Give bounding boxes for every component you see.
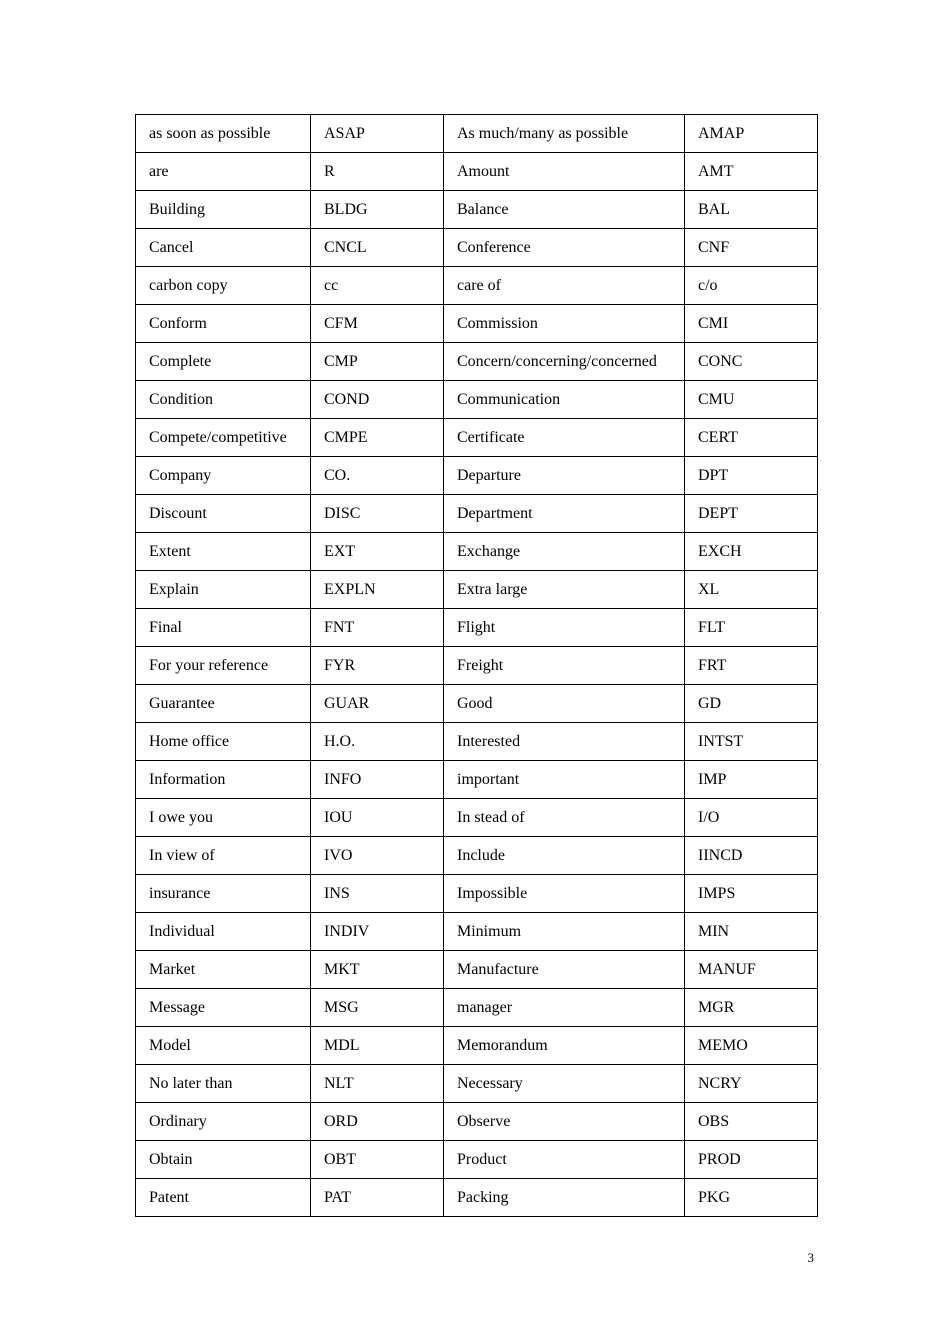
table-row	[136, 685, 818, 723]
term-cell: Cancel	[136, 229, 311, 267]
term-cell: Information	[136, 761, 311, 799]
term-cell: Flight	[444, 609, 685, 647]
abbreviation-cell: CO.	[311, 457, 444, 495]
term-cell: Guarantee	[136, 685, 311, 723]
abbreviation-cell: MDL	[311, 1027, 444, 1065]
term-cell: Product	[444, 1141, 685, 1179]
term-cell: as soon as possible	[136, 115, 311, 153]
term-cell: Memorandum	[444, 1027, 685, 1065]
abbreviation-cell: XL	[685, 571, 818, 609]
term-cell: In stead of	[444, 799, 685, 837]
abbreviation-cell: OBS	[685, 1103, 818, 1141]
abbreviation-cell: MKT	[311, 951, 444, 989]
term-cell: Message	[136, 989, 311, 1027]
abbreviation-cell: MIN	[685, 913, 818, 951]
table-row	[136, 989, 818, 1027]
abbreviation-cell: FLT	[685, 609, 818, 647]
term-cell: Extent	[136, 533, 311, 571]
table-row	[136, 1141, 818, 1179]
abbreviation-cell: INS	[311, 875, 444, 913]
abbreviation-cell: MANUF	[685, 951, 818, 989]
table-row	[136, 1103, 818, 1141]
term-cell: Departure	[444, 457, 685, 495]
abbreviation-cell: ASAP	[311, 115, 444, 153]
abbreviation-cell: BAL	[685, 191, 818, 229]
table-row	[136, 533, 818, 571]
table-row	[136, 419, 818, 457]
term-cell: manager	[444, 989, 685, 1027]
abbreviation-cell: NLT	[311, 1065, 444, 1103]
term-cell: Building	[136, 191, 311, 229]
term-cell: insurance	[136, 875, 311, 913]
abbreviation-cell: COND	[311, 381, 444, 419]
term-cell: Minimum	[444, 913, 685, 951]
abbreviation-cell: PROD	[685, 1141, 818, 1179]
abbreviation-cell: INTST	[685, 723, 818, 761]
term-cell: Packing	[444, 1179, 685, 1217]
term-cell: Amount	[444, 153, 685, 191]
term-cell: Final	[136, 609, 311, 647]
term-cell: Exchange	[444, 533, 685, 571]
table-row	[136, 305, 818, 343]
table-row	[136, 609, 818, 647]
abbreviation-cell: EXPLN	[311, 571, 444, 609]
term-cell: Observe	[444, 1103, 685, 1141]
abbreviation-table	[135, 114, 818, 1217]
term-cell: are	[136, 153, 311, 191]
abbreviation-cell: CMP	[311, 343, 444, 381]
abbreviation-cell: GUAR	[311, 685, 444, 723]
table-row	[136, 723, 818, 761]
abbreviation-cell: OBT	[311, 1141, 444, 1179]
abbreviation-cell: EXT	[311, 533, 444, 571]
table-row	[136, 1179, 818, 1217]
term-cell: Balance	[444, 191, 685, 229]
term-cell: Discount	[136, 495, 311, 533]
table-row	[136, 1027, 818, 1065]
term-cell: Certificate	[444, 419, 685, 457]
term-cell: For your reference	[136, 647, 311, 685]
abbreviation-cell: INDIV	[311, 913, 444, 951]
term-cell: Explain	[136, 571, 311, 609]
abbreviation-cell: FYR	[311, 647, 444, 685]
table-row	[136, 647, 818, 685]
abbreviation-cell: CMPE	[311, 419, 444, 457]
term-cell: Freight	[444, 647, 685, 685]
term-cell: Manufacture	[444, 951, 685, 989]
table-row	[136, 381, 818, 419]
abbreviation-cell: ORD	[311, 1103, 444, 1141]
abbreviation-cell: AMAP	[685, 115, 818, 153]
table-row	[136, 837, 818, 875]
term-cell: Individual	[136, 913, 311, 951]
abbreviation-cell: EXCH	[685, 533, 818, 571]
term-cell: Good	[444, 685, 685, 723]
table-row	[136, 457, 818, 495]
abbreviation-cell: CMU	[685, 381, 818, 419]
abbreviation-cell: BLDG	[311, 191, 444, 229]
abbreviation-cell: FRT	[685, 647, 818, 685]
table-row	[136, 267, 818, 305]
abbreviation-cell: CERT	[685, 419, 818, 457]
table-row	[136, 495, 818, 533]
abbreviation-cell: NCRY	[685, 1065, 818, 1103]
term-cell: Impossible	[444, 875, 685, 913]
table-row	[136, 153, 818, 191]
abbreviation-cell: IMPS	[685, 875, 818, 913]
term-cell: Communication	[444, 381, 685, 419]
abbreviation-cell: CFM	[311, 305, 444, 343]
term-cell: care of	[444, 267, 685, 305]
term-cell: Include	[444, 837, 685, 875]
abbreviation-cell: DISC	[311, 495, 444, 533]
term-cell: Patent	[136, 1179, 311, 1217]
term-cell: Conference	[444, 229, 685, 267]
term-cell: Commission	[444, 305, 685, 343]
term-cell: Concern/concerning/concerned	[444, 343, 685, 381]
term-cell: Interested	[444, 723, 685, 761]
table-row	[136, 229, 818, 267]
abbreviation-cell: CMI	[685, 305, 818, 343]
table-row	[136, 875, 818, 913]
abbreviation-cell: DEPT	[685, 495, 818, 533]
abbreviation-cell: GD	[685, 685, 818, 723]
abbreviation-cell: FNT	[311, 609, 444, 647]
abbreviation-cell: IVO	[311, 837, 444, 875]
term-cell: Company	[136, 457, 311, 495]
term-cell: Compete/competitive	[136, 419, 311, 457]
term-cell: Extra large	[444, 571, 685, 609]
table-row	[136, 115, 818, 153]
abbreviation-cell: INFO	[311, 761, 444, 799]
term-cell: Necessary	[444, 1065, 685, 1103]
term-cell: Conform	[136, 305, 311, 343]
term-cell: Obtain	[136, 1141, 311, 1179]
abbreviation-cell: IINCD	[685, 837, 818, 875]
term-cell: I owe you	[136, 799, 311, 837]
abbreviation-table-body	[136, 115, 818, 1217]
term-cell: Condition	[136, 381, 311, 419]
abbreviation-cell: DPT	[685, 457, 818, 495]
abbreviation-cell: MGR	[685, 989, 818, 1027]
abbreviation-cell: H.O.	[311, 723, 444, 761]
term-cell: As much/many as possible	[444, 115, 685, 153]
term-cell: Complete	[136, 343, 311, 381]
term-cell: Home office	[136, 723, 311, 761]
table-row	[136, 571, 818, 609]
term-cell: important	[444, 761, 685, 799]
table-row	[136, 1065, 818, 1103]
term-cell: Market	[136, 951, 311, 989]
term-cell: Department	[444, 495, 685, 533]
abbreviation-cell: IOU	[311, 799, 444, 837]
abbreviation-cell: CNCL	[311, 229, 444, 267]
table-row	[136, 799, 818, 837]
abbreviation-cell: PAT	[311, 1179, 444, 1217]
term-cell: No later than	[136, 1065, 311, 1103]
term-cell: Model	[136, 1027, 311, 1065]
abbreviation-cell: MSG	[311, 989, 444, 1027]
abbreviation-cell: MEMO	[685, 1027, 818, 1065]
table-row	[136, 191, 818, 229]
abbreviation-cell: cc	[311, 267, 444, 305]
abbreviation-cell: CNF	[685, 229, 818, 267]
table-row	[136, 913, 818, 951]
abbreviation-cell: c/o	[685, 267, 818, 305]
abbreviation-cell: CONC	[685, 343, 818, 381]
page-number: 3	[807, 1250, 814, 1265]
abbreviation-cell: AMT	[685, 153, 818, 191]
table-row	[136, 343, 818, 381]
abbreviation-cell: IMP	[685, 761, 818, 799]
term-cell: In view of	[136, 837, 311, 875]
table-row	[136, 951, 818, 989]
abbreviation-cell: I/O	[685, 799, 818, 837]
abbreviation-cell: PKG	[685, 1179, 818, 1217]
term-cell: Ordinary	[136, 1103, 311, 1141]
term-cell: carbon copy	[136, 267, 311, 305]
table-row	[136, 761, 818, 799]
abbreviation-cell: R	[311, 153, 444, 191]
